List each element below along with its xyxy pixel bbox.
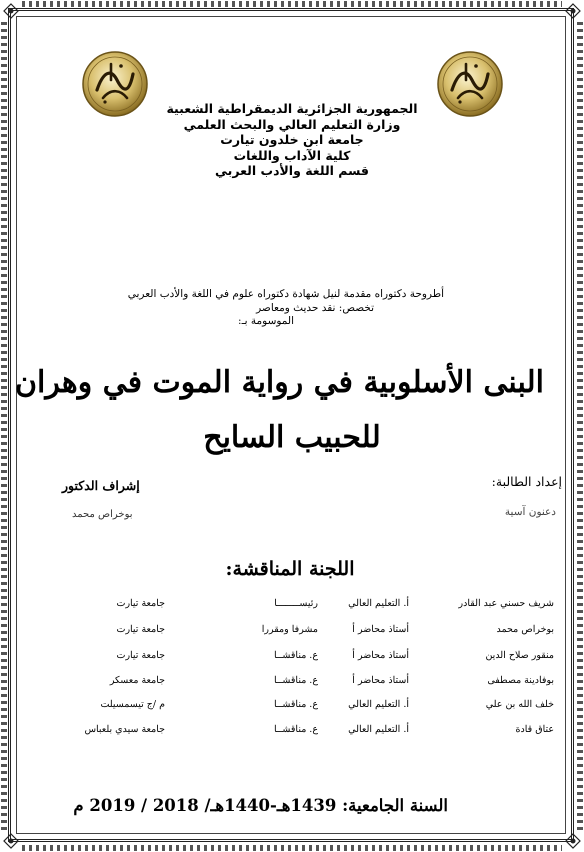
member-name: عتاق قادة [515, 724, 554, 735]
academic-year: السنة الجامعية: 1439هـ-1440هـ/ 2018 / 2019 م [73, 796, 448, 815]
corner-ornament-icon [3, 833, 19, 849]
faculty-name: كلية الآداب واللغات [233, 147, 351, 163]
corner-ornament-icon [565, 3, 581, 19]
committee-row [0, 699, 584, 717]
university-name: جامعة ابن خلدون تيارت [220, 132, 364, 147]
border-ornament-top [22, 1, 562, 7]
member-rank: أ. التعليم العالي [348, 699, 409, 710]
thesis-title-line-2: للحبيب السايح [203, 420, 381, 455]
university-logo-left [81, 50, 149, 118]
member-name: بوخراص محمد [496, 624, 554, 635]
institution-header [150, 101, 434, 179]
member-name: شريف حسني عبد القادر [458, 598, 554, 609]
member-name: خلف الله بن علي [485, 699, 554, 710]
corner-ornament-icon [565, 833, 581, 849]
thesis-entitled-label: الموسومة بـ: [238, 315, 294, 327]
member-role: ع. مناقشــا [273, 724, 318, 735]
thesis-degree-statement: أطروحة دكتوراه مقدمة لنيل شهادة دكتوراه علوم في اللغة والأدب العربي [127, 288, 444, 300]
member-name: بوفادينة مصطفى [487, 675, 554, 686]
committee-row [0, 650, 584, 668]
member-role: ع. مناقشــا [273, 675, 318, 686]
member-university: جامعة سيدي بلعباس [84, 724, 165, 735]
thesis-title [15, 355, 544, 465]
thesis-specialization: تخصص: نقد حديث ومعاصر [256, 301, 374, 314]
member-role: ع. مناقشــا [273, 699, 318, 710]
committee-row [0, 598, 584, 616]
supervisor-label: إشراف الدكتور [62, 478, 140, 493]
student-name: دعنون آسية [504, 506, 556, 518]
member-rank: أ. التعليم العالي [348, 724, 409, 735]
department-name: قسم اللغة والأدب العربي [215, 163, 369, 178]
member-role: مشرفا ومقررا [261, 624, 318, 635]
university-logo-right [436, 50, 504, 118]
member-name: منقور صلاح الدين [485, 650, 554, 661]
committee-row [0, 724, 584, 742]
republic-name: الجمهورية الجزائرية الديمقراطية الشعبية [166, 101, 418, 116]
student-label: إعداد الطالبة: [491, 474, 562, 489]
member-rank: أستاذ محاضر أ [352, 650, 409, 661]
member-university: جامعة تيارت [116, 650, 165, 661]
member-role: رئيســــــــا [274, 598, 318, 609]
ministry-name: وزارة التعليم العالي والبحث العلمي [183, 116, 401, 132]
member-role: ع. مناقشــا [273, 650, 318, 661]
supervisor-name: بوخراص محمد [72, 509, 133, 520]
member-university: جامعة تيارت [116, 624, 165, 635]
thesis-title-line-1: البنى الأسلوبية في رواية الموت في وهران [15, 365, 544, 400]
border-ornament-bottom [22, 845, 562, 851]
member-university: جامعة تيارت [116, 598, 165, 609]
member-rank: أستاذ محاضر أ [352, 675, 409, 686]
committee-row [0, 624, 584, 642]
thesis-intro [114, 288, 444, 329]
member-rank: أ. التعليم العالي [348, 598, 409, 609]
committee-row [0, 675, 584, 693]
member-university: جامعة معسكر [109, 675, 165, 686]
committee-title: اللجنة المناقشة: [225, 558, 355, 580]
corner-ornament-icon [3, 3, 19, 19]
member-rank: أستاذ محاضر أ [352, 624, 409, 635]
member-university: م /ج تيسمسيلت [100, 699, 165, 710]
